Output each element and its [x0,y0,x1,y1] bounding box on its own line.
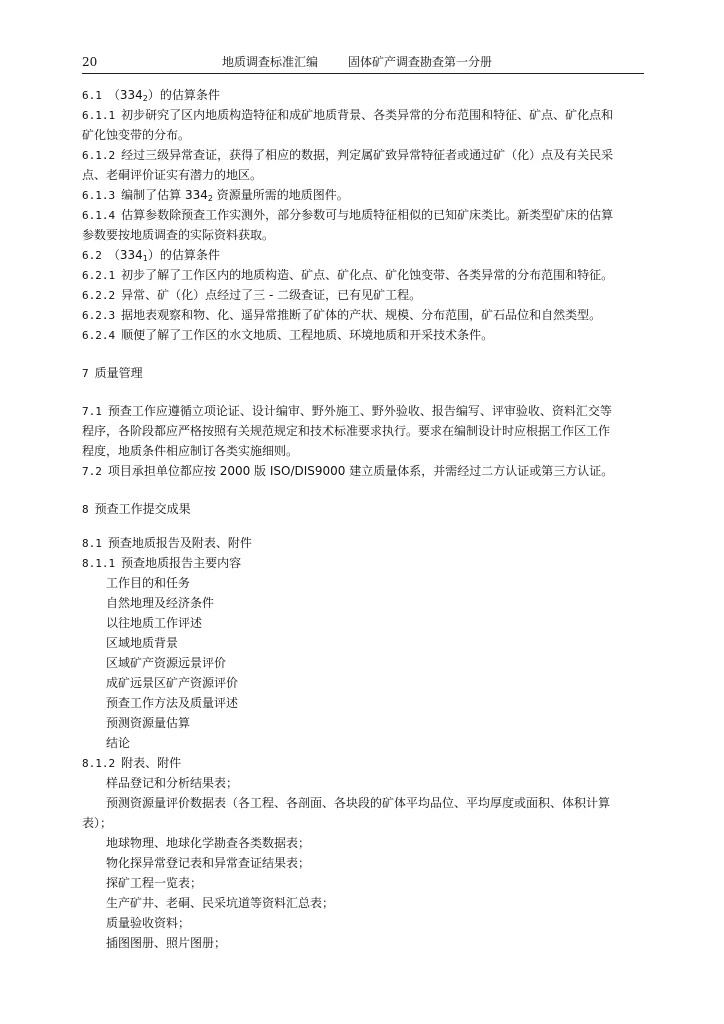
clause-6-1-4-cont: 参数要按地质调查的实际资料获取。 [82,228,275,242]
attachment-item-cont: 表）； [82,816,113,830]
clause-6-2-1: 6.2.1 初步了解了工作区内的地质构造、矿点、矿化点、矿化蚀变带、各类异常的分布范围和特征。 [82,268,614,282]
attachment-item: 预测资源量评价数据表（各工程、各剖面、各块段的矿体平均品位、平均厚度或面积、体积计算 [106,796,611,810]
section-8-heading: 8 预查工作提交成果 [82,502,191,516]
clause-6-1-1: 6.1.1 初步研究了区内地质构造特征和成矿地质背景、各类异常的分布范围和特征、矿点、矿化点和 [82,108,614,122]
report-item: 工作目的和任务 [106,576,191,590]
clause-6-1-2: 6.1.2 经过三级异常查证，获得了相应的数据，判定属矿致异常特征者或通过矿（化）点及有关民采 [82,148,614,162]
report-item: 自然地理及经济条件 [106,596,215,610]
report-item: 结论 [106,736,131,750]
attachment-item: 样品登记和分析结果表； [106,776,239,790]
volume-title: 固体矿产调查勘查第一分册 [348,55,493,69]
clause-6-1-4: 6.1.4 估算参数除预查工作实测外，部分参数可与地质特征相似的已知矿床类比。新类型矿床的估算 [82,208,614,222]
report-item: 成矿远景区矿产资源评价 [106,676,239,690]
header-title [222,52,492,72]
clause-6-2-2: 6.2.2 异常、矿（化）点经过了三 - 二级查证，已有见矿工程。 [82,288,422,302]
clause-6-2-4: 6.2.4 顺便了解了工作区的水文地质、工程地质、环境地质和开采技术条件。 [82,328,494,342]
attachment-item: 插图图册、照片图册； [106,936,227,950]
report-item: 预查工作方法及质量评述 [106,696,239,710]
attachment-item: 物化探异常登记表和异常查证结果表； [106,856,311,870]
header-rule [82,73,644,74]
clause-6-2-3: 6.2.3 据地表观察和物、化、遥异常推断了矿体的产状、规模、分布范围，矿石品位和自然类型。 [82,308,602,322]
attachment-item: 质量验收资料； [106,916,191,930]
report-item: 区域矿产资源远景评价 [106,656,227,670]
attachment-item: 地球物理、地球化学勘查各类数据表； [106,836,311,850]
clause-7-1-cont-2: 程度，地质条件相应制订各类实施细则。 [82,444,299,458]
section-8-1-heading: 8.1 预查地质报告及附表、附件 [82,536,252,550]
report-item: 以往地质工作评述 [106,616,203,630]
clause-7-2: 7.2 项目承担单位都应按 2000 版 ISO/DIS9000 建立质量体系，并需经过二方认证或第三方认证。 [82,464,614,478]
clause-6-1-1-cont: 矿化蚀变带的分布。 [82,128,191,142]
clause-7-1: 7.1 预查工作应遵循立项论证、设计编审、野外施工、野外验收、报告编写、评审验收、资料汇交等 [82,404,612,418]
book-title: 地质调查标准汇编 [222,55,319,69]
attachment-item: 生产矿井、老硐、民采坑道等资料汇总表； [106,896,335,910]
clause-6-1-3: 6.1.3 编制了估算 $334_2$ 资源量所需的地质图件。 [82,188,349,203]
report-item: 预测资源量估算 [106,716,191,730]
clause-8-1-1: 8.1.1 预查地质报告主要内容 [82,556,242,570]
clause-7-1-cont-1: 程序，各阶段都应严格按照有关规范规定和技术标准要求执行。要求在编制设计时应根据工作区工作 [82,424,611,438]
section-6-1-heading: 6.1 $(334_2)$的估算条件 [82,88,220,103]
clause-6-1-2-cont: 点、老硐评价证实有潜力的地区。 [82,168,263,182]
section-6-2-heading: 6.2 $(334_1)$的估算条件 [82,248,220,263]
clause-8-1-2: 8.1.2 附表、附件 [82,756,182,770]
page-number: 20 [82,55,98,69]
section-7-heading: 7 质量管理 [82,366,143,380]
attachment-item: 探矿工程一览表； [106,876,203,890]
document-body [82,85,644,953]
report-item: 区域地质背景 [106,636,179,650]
page-header [82,52,644,72]
